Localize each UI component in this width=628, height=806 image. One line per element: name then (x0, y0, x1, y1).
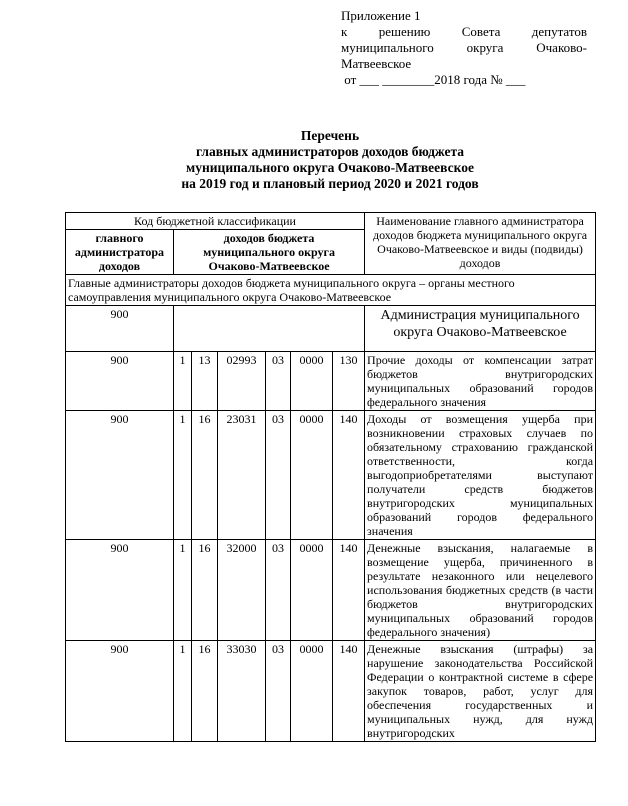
row-code-5: 0000 (291, 352, 333, 411)
appendix-line: Матвеевское (341, 56, 412, 71)
header-classification: Код бюджетной классификации (66, 213, 365, 230)
table-row (66, 540, 596, 641)
row-code-5: 0000 (291, 641, 333, 742)
row-code-3: 32000 (218, 540, 266, 641)
row-code-3: 23031 (218, 411, 266, 540)
row-code-6: 140 (333, 641, 365, 742)
appendix-line: Приложение 1 (341, 8, 421, 23)
row-code-1: 1 (174, 540, 192, 641)
row-code-1: 1 (174, 641, 192, 742)
row-admin-code: 900 (66, 540, 174, 641)
admin-name: Администрация муниципального округа Очаково-Матвеевское (365, 306, 596, 352)
row-code-3: 33030 (218, 641, 266, 742)
row-code-6: 130 (333, 352, 365, 411)
row-code-5: 0000 (291, 540, 333, 641)
row-code-2: 16 (192, 540, 218, 641)
row-code-2: 13 (192, 352, 218, 411)
row-admin-code: 900 (66, 641, 174, 742)
appendix-line: от ___ ________2018 года № ___ (341, 72, 526, 87)
row-code-4: 03 (266, 411, 291, 540)
admin-code: 900 (66, 306, 174, 352)
row-code-4: 03 (266, 641, 291, 742)
admin-empty-cell (174, 306, 365, 352)
row-description: Прочие доходы от компенсации затрат бюджетов внутригородских муниципальных образований городов федерального значения (365, 352, 596, 411)
table-row (66, 641, 596, 742)
table-row (66, 411, 596, 540)
title-line: на 2019 год и плановый период 2020 и 2021 годов (181, 176, 479, 191)
title-line: Перечень (300, 128, 360, 143)
section-title: Главные администраторы доходов бюджета муниципального округа – органы местного самоуправления муниципального округа Очаково-Матвеевское (66, 275, 596, 306)
row-description: Денежные взыскания (штрафы) за нарушение законодательства Российской Федерации о контрактной системе в сфере закупок товаров, работ, услуг для обеспечения государственных и муниципальных нужд, для нужд внутригородских (365, 641, 596, 742)
title-line: главных администраторов доходов бюджета (195, 144, 465, 159)
row-code-1: 1 (174, 411, 192, 540)
title-line: муниципального округа Очаково-Матвеевское (186, 160, 474, 175)
row-code-4: 03 (266, 352, 291, 411)
row-code-2: 16 (192, 641, 218, 742)
appendix-line: к решению Совета депутатов (341, 24, 587, 39)
administrators-table (65, 212, 596, 742)
row-code-1: 1 (174, 352, 192, 411)
appendix-note (341, 8, 587, 88)
header-row (66, 213, 596, 230)
header-name: Наименование главного администратора доходов бюджета муниципального округа Очаково-Матвеевское и виды (подвиды) доходов (365, 213, 596, 275)
row-code-2: 16 (192, 411, 218, 540)
row-code-3: 02993 (218, 352, 266, 411)
row-code-6: 140 (333, 411, 365, 540)
header-income: доходов бюджета муниципального округа Очаково-Матвеевское (174, 230, 365, 275)
row-code-6: 140 (333, 540, 365, 641)
header-admin: главного администратора доходов (66, 230, 174, 275)
section-row (66, 275, 596, 306)
row-description: Денежные взыскания, налагаемые в возмещение ущерба, причиненного в результате незаконного или нецелевого использования бюджетных средств (в части бюджетов внутригородских муниципальных образований городов федерального значения) (365, 540, 596, 641)
row-admin-code: 900 (66, 411, 174, 540)
document-title (60, 128, 600, 192)
table-row (66, 352, 596, 411)
admin-row (66, 306, 596, 352)
row-code-5: 0000 (291, 411, 333, 540)
row-admin-code: 900 (66, 352, 174, 411)
row-description: Доходы от возмещения ущерба при возникновении страховых случаев по обязательному страхованию гражданской ответственности, когда выгодоприобретателями выступают получатели средств бюджетов внутригородских муниципальных образований городов федерального значения (365, 411, 596, 540)
row-code-4: 03 (266, 540, 291, 641)
appendix-line: муниципального округа Очаково- (341, 40, 587, 55)
